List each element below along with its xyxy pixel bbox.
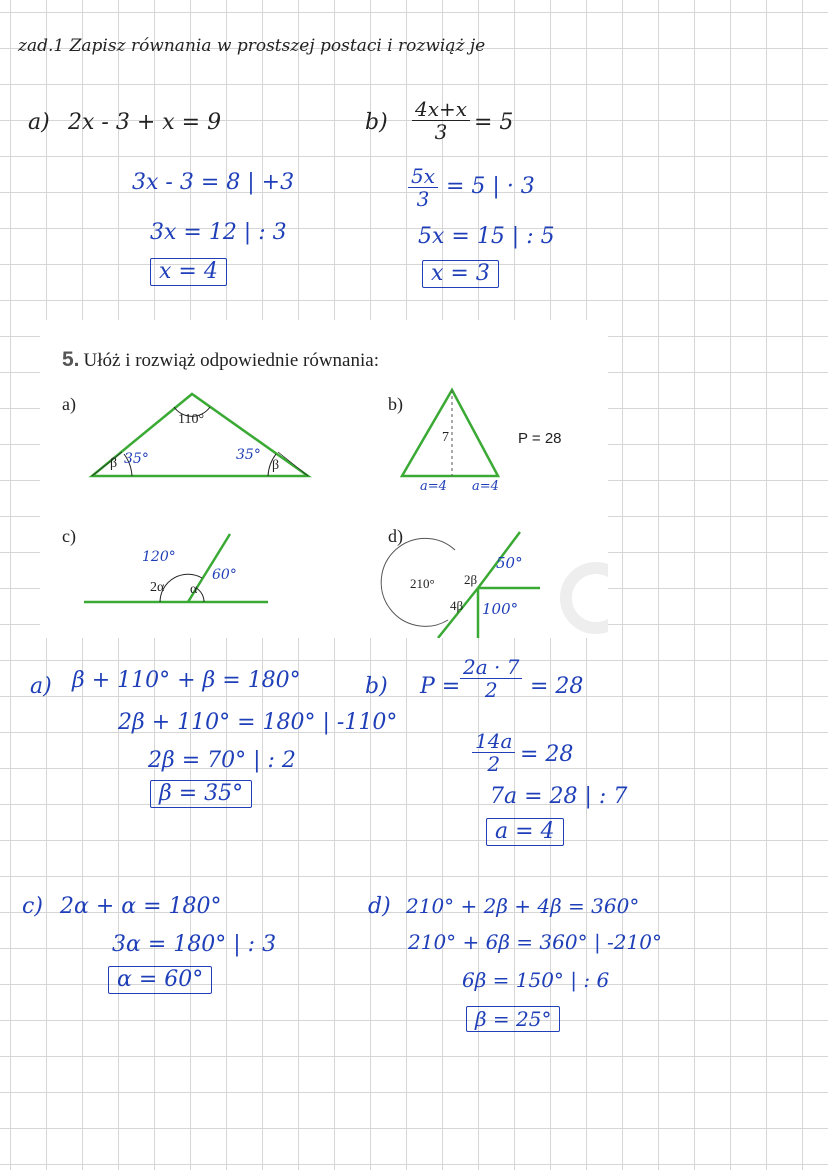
- figure-c-angle-2a: 2α: [150, 580, 165, 595]
- solution-c-line1: 2α + α = 180°: [60, 894, 222, 919]
- figure-d-angle-50: 50°: [496, 554, 523, 572]
- task1-b-fraction: [412, 98, 470, 143]
- solution-b-result: a = 4: [486, 818, 564, 846]
- solution-b-fraction-2: [472, 730, 515, 775]
- solution-d-result: β = 25°: [466, 1006, 560, 1032]
- solution-d-line2: 210° + 6β = 360° | -210°: [408, 930, 662, 954]
- solution-d-line3: 6β = 150° | : 6: [462, 968, 610, 992]
- solution-a-label: a): [30, 674, 52, 699]
- task1-b-step1-denominator: 3: [416, 187, 430, 211]
- solution-a-line2: 2β + 110° = 180° | -110°: [118, 710, 398, 735]
- figure-c-angle-a: α: [190, 582, 198, 597]
- triangle-b-base-right: a=4: [472, 479, 499, 494]
- triangle-a-left-split: [92, 452, 122, 476]
- solution-a-line3: 2β = 70° | : 2: [148, 748, 296, 773]
- triangle-b-area: P = 28: [518, 430, 562, 447]
- task1-b-numerator: 4x+x: [412, 98, 470, 121]
- triangle-b-base-left: a=4: [420, 479, 447, 494]
- figure-d-angle-210: 210°: [410, 576, 435, 591]
- task1-b-step1-numerator: 5x: [408, 165, 438, 188]
- triangle-a-right-split: [278, 452, 308, 476]
- textbook-d-label: d): [388, 526, 403, 546]
- task1-b-step1-fraction: [408, 165, 438, 210]
- textbook-b-label: b): [388, 394, 403, 414]
- solution-b-fraction-2-denominator: 2: [487, 752, 501, 776]
- task1-b-result: x = 3: [422, 260, 499, 288]
- textbook-a-label: a): [62, 394, 76, 414]
- solution-b-p-rhs: = 28: [530, 674, 584, 699]
- solution-c-label: c): [22, 894, 43, 919]
- solution-a-line1: β + 110° + β = 180°: [72, 668, 301, 693]
- task1-b-step1-rhs: = 5 | · 3: [446, 174, 535, 199]
- textbook-title-text: Ułóż i rozwiąż odpowiednie równania:: [83, 350, 379, 371]
- triangle-a-right-angle: 35°: [236, 447, 261, 463]
- solution-c-result: α = 60°: [108, 966, 212, 994]
- solution-b-fraction-2-numerator: 14a: [472, 730, 515, 753]
- task1-b-denominator: 3: [434, 120, 448, 144]
- textbook-c-label: c): [62, 526, 76, 546]
- solution-b-line3: 7a = 28 | : 7: [490, 784, 628, 809]
- textbook-number: 5.: [62, 348, 80, 371]
- solution-d-label: d): [368, 894, 391, 919]
- solution-b-fraction-1: [460, 656, 522, 701]
- triangle-b-shape: [402, 390, 498, 476]
- textbook-title: [62, 348, 379, 372]
- triangle-a-top-angle: 110°: [178, 412, 205, 427]
- task1-b-rhs: = 5: [474, 110, 514, 135]
- triangle-b-height-label: 7: [442, 430, 449, 445]
- solution-a-result: β = 35°: [150, 780, 252, 808]
- task1-b-label: b): [365, 110, 388, 135]
- solution-c-line2: 3α = 180° | : 3: [112, 932, 277, 957]
- figure-d-angle-2b: 2β: [464, 572, 478, 587]
- task1-a-step2: 3x = 12 | : 3: [150, 220, 287, 245]
- solution-b-fraction-1-denominator: 2: [484, 678, 498, 702]
- figure-c-angle-120: 120°: [142, 549, 176, 565]
- task1-b-step2: 5x = 15 | : 5: [418, 224, 555, 249]
- page-header: zad.1 Zapisz równania w prostszej postaci i rozwiąż je: [18, 36, 486, 56]
- triangle-a-left-beta: β: [110, 456, 118, 471]
- task1-a-step1: 3x - 3 = 8 | +3: [132, 170, 295, 195]
- textbook-excerpt: [40, 320, 608, 638]
- task1-a-equation: 2x - 3 + x = 9: [68, 110, 222, 135]
- figure-c-angle-60: 60°: [212, 567, 237, 583]
- triangle-a-left-angle: 35°: [124, 451, 149, 467]
- task1-a-label: a): [28, 110, 50, 135]
- solution-b-fraction-1-numerator: 2a · 7: [460, 656, 522, 679]
- triangle-a-right-beta: β: [272, 458, 280, 473]
- solution-b-label: b): [365, 674, 388, 699]
- figure-d-angle-4b: 4β: [450, 598, 464, 613]
- watermark-circle: [566, 568, 608, 628]
- task1-a-result: x = 4: [150, 258, 227, 286]
- figure-d-angle-100: 100°: [482, 600, 519, 618]
- solution-b-p-lhs: P =: [420, 674, 461, 699]
- solution-d-line1: 210° + 2β + 4β = 360°: [406, 894, 640, 918]
- solution-b-fraction-2-rhs: = 28: [520, 742, 574, 767]
